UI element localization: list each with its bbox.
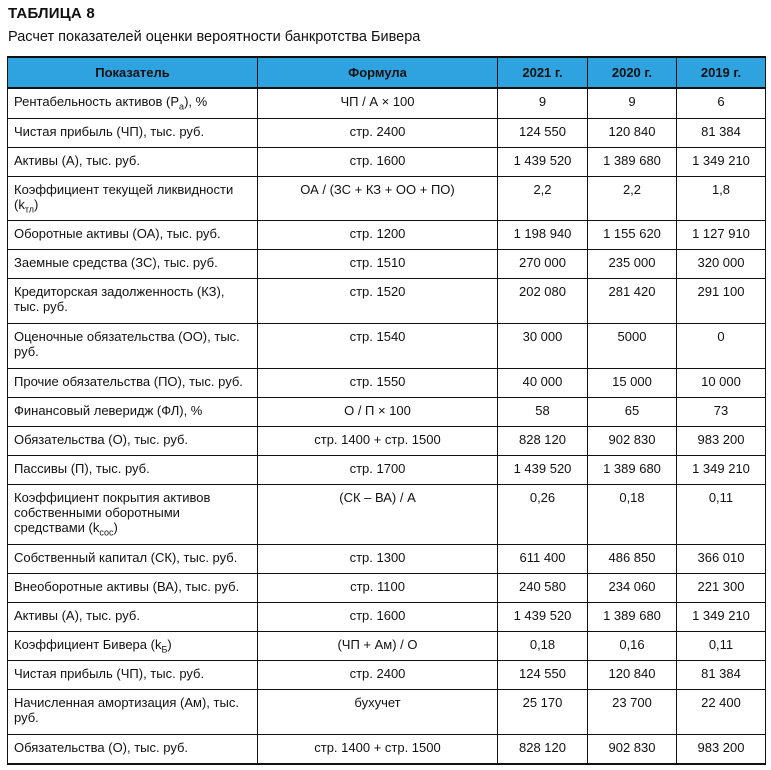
value-2019: 81 384 bbox=[677, 118, 766, 147]
table-title: ТАБЛИЦА 8 bbox=[8, 5, 95, 22]
indicator-name: Активы (А), тыс. руб. bbox=[14, 152, 140, 168]
value-2020: 902 830 bbox=[588, 735, 677, 765]
value-2021: 828 120 bbox=[498, 427, 588, 456]
indicator-name: Оценочные обязательства (ОО), тыс. руб. bbox=[14, 329, 240, 360]
value-2021: 611 400 bbox=[498, 544, 588, 573]
value-2019: 81 384 bbox=[677, 661, 766, 690]
value-2021: 0,26 bbox=[498, 485, 588, 545]
value-2021: 9 bbox=[498, 88, 588, 118]
value-2020: 1 155 620 bbox=[588, 221, 677, 250]
indicator-cell bbox=[8, 661, 258, 690]
indicator-cell bbox=[8, 88, 258, 118]
table-row bbox=[8, 661, 766, 690]
value-2021: 1 198 940 bbox=[498, 221, 588, 250]
formula-cell: бухучет bbox=[258, 690, 498, 735]
table-row bbox=[8, 690, 766, 735]
header-row bbox=[8, 57, 766, 88]
indicator-name: Обязательства (О), тыс. руб. bbox=[14, 432, 189, 448]
value-2020: 1 389 680 bbox=[588, 456, 677, 485]
indicator-cell bbox=[8, 176, 258, 221]
indicator-tail: ) bbox=[167, 636, 172, 652]
indicator-subscript: сос bbox=[99, 527, 114, 538]
indicator-cell bbox=[8, 324, 258, 369]
value-2021: 40 000 bbox=[498, 369, 588, 398]
value-2019: 73 bbox=[677, 398, 766, 427]
value-2020: 15 000 bbox=[588, 369, 677, 398]
indicator-name: Чистая прибыль (ЧП), тыс. руб. bbox=[14, 123, 205, 139]
indicator-name: Собственный капитал (СК), тыс. руб. bbox=[14, 549, 238, 565]
indicator-name: Коэффициент Бивера (k bbox=[14, 636, 162, 652]
table-row bbox=[8, 324, 766, 369]
value-2021: 58 bbox=[498, 398, 588, 427]
value-2019: 1 349 210 bbox=[677, 147, 766, 176]
formula-cell: стр. 2400 bbox=[258, 661, 498, 690]
table-row bbox=[8, 221, 766, 250]
value-2019: 0,11 bbox=[677, 631, 766, 661]
indicator-cell bbox=[8, 690, 258, 735]
value-2019: 1 349 210 bbox=[677, 456, 766, 485]
value-2019: 6 bbox=[677, 88, 766, 118]
formula-cell: стр. 2400 bbox=[258, 118, 498, 147]
value-2019: 366 010 bbox=[677, 544, 766, 573]
value-2020: 9 bbox=[588, 88, 677, 118]
value-2019: 0 bbox=[677, 324, 766, 369]
value-2021: 202 080 bbox=[498, 279, 588, 324]
value-2020: 235 000 bbox=[588, 250, 677, 279]
header-indicator: Показатель bbox=[8, 57, 258, 88]
value-2020: 234 060 bbox=[588, 573, 677, 602]
indicator-cell bbox=[8, 602, 258, 631]
formula-cell: ОА / (ЗС + КЗ + ОО + ПО) bbox=[258, 176, 498, 221]
indicator-cell bbox=[8, 147, 258, 176]
indicator-name: Внеоборотные активы (ВА), тыс. руб. bbox=[14, 578, 240, 594]
formula-cell: стр. 1400 + стр. 1500 bbox=[258, 427, 498, 456]
value-2020: 2,2 bbox=[588, 176, 677, 221]
indicator-name: Финансовый леверидж (ФЛ), % bbox=[14, 403, 203, 419]
value-2021: 2,2 bbox=[498, 176, 588, 221]
formula-cell: (ЧП + Ам) / О bbox=[258, 631, 498, 661]
value-2020: 1 389 680 bbox=[588, 602, 677, 631]
indicator-cell bbox=[8, 118, 258, 147]
indicator-name: Рентабельность активов (P bbox=[14, 94, 180, 109]
indicator-name: Начисленная амортизация (Ам), тыс. руб. bbox=[14, 695, 239, 726]
value-2019: 0,11 bbox=[677, 485, 766, 545]
value-2021: 270 000 bbox=[498, 250, 588, 279]
value-2020: 0,16 bbox=[588, 631, 677, 661]
formula-cell: стр. 1600 bbox=[258, 147, 498, 176]
indicator-subscript: а bbox=[179, 101, 185, 112]
table-row bbox=[8, 250, 766, 279]
value-2019: 22 400 bbox=[677, 690, 766, 735]
value-2019: 983 200 bbox=[677, 427, 766, 456]
indicator-name: Коэффициент текущей ликвидности (k bbox=[14, 181, 234, 212]
formula-cell: стр. 1550 bbox=[258, 369, 498, 398]
indicator-name: Заемные средства (ЗС), тыс. руб. bbox=[14, 255, 218, 271]
value-2021: 30 000 bbox=[498, 324, 588, 369]
table-row bbox=[8, 427, 766, 456]
indicator-subscript: Б bbox=[161, 644, 168, 655]
value-2019: 983 200 bbox=[677, 735, 766, 765]
header-formula: Формула bbox=[258, 57, 498, 88]
value-2021: 124 550 bbox=[498, 118, 588, 147]
table-row bbox=[8, 485, 766, 545]
formula-cell: стр. 1510 bbox=[258, 250, 498, 279]
table-row bbox=[8, 88, 766, 118]
indicator-cell bbox=[8, 398, 258, 427]
indicator-cell bbox=[8, 221, 258, 250]
indicator-cell bbox=[8, 735, 258, 765]
table-row bbox=[8, 118, 766, 147]
table-row bbox=[8, 147, 766, 176]
indicator-cell bbox=[8, 631, 258, 661]
indicator-cell bbox=[8, 369, 258, 398]
value-2021: 124 550 bbox=[498, 661, 588, 690]
indicator-cell bbox=[8, 544, 258, 573]
value-2021: 1 439 520 bbox=[498, 456, 588, 485]
header-2021: 2021 г. bbox=[498, 57, 588, 88]
indicator-cell bbox=[8, 427, 258, 456]
value-2020: 1 389 680 bbox=[588, 147, 677, 176]
formula-cell: стр. 1100 bbox=[258, 573, 498, 602]
value-2020: 120 840 bbox=[588, 118, 677, 147]
indicator-name: Прочие обязательства (ПО), тыс. руб. bbox=[14, 374, 243, 390]
formula-cell: стр. 1700 bbox=[258, 456, 498, 485]
indicator-tail: ) bbox=[34, 196, 39, 212]
value-2020: 902 830 bbox=[588, 427, 677, 456]
value-2019: 1,8 bbox=[677, 176, 766, 221]
value-2019: 1 349 210 bbox=[677, 602, 766, 631]
formula-cell: ЧП / А × 100 bbox=[258, 88, 498, 118]
table-row bbox=[8, 631, 766, 661]
indicator-name: Коэффициент покрытия активов собственными оборотными средствами (k bbox=[14, 490, 211, 536]
table-row bbox=[8, 398, 766, 427]
value-2020: 486 850 bbox=[588, 544, 677, 573]
table-row bbox=[8, 573, 766, 602]
value-2019: 291 100 bbox=[677, 279, 766, 324]
table-row bbox=[8, 369, 766, 398]
value-2020: 281 420 bbox=[588, 279, 677, 324]
table-row bbox=[8, 456, 766, 485]
formula-cell: стр. 1540 bbox=[258, 324, 498, 369]
formula-cell: О / П × 100 bbox=[258, 398, 498, 427]
value-2020: 23 700 bbox=[588, 690, 677, 735]
header-2020: 2020 г. bbox=[588, 57, 677, 88]
value-2021: 0,18 bbox=[498, 631, 588, 661]
value-2021: 240 580 bbox=[498, 573, 588, 602]
formula-cell: стр. 1520 bbox=[258, 279, 498, 324]
header-2019: 2019 г. bbox=[677, 57, 766, 88]
indicator-subscript: тл bbox=[24, 204, 35, 215]
value-2019: 221 300 bbox=[677, 573, 766, 602]
value-2021: 25 170 bbox=[498, 690, 588, 735]
indicator-name: Чистая прибыль (ЧП), тыс. руб. bbox=[14, 666, 205, 682]
value-2019: 10 000 bbox=[677, 369, 766, 398]
value-2019: 320 000 bbox=[677, 250, 766, 279]
table-row bbox=[8, 279, 766, 324]
formula-cell: стр. 1600 bbox=[258, 602, 498, 631]
table-row bbox=[8, 544, 766, 573]
formula-cell: стр. 1200 bbox=[258, 221, 498, 250]
indicator-cell bbox=[8, 279, 258, 324]
beaver-table bbox=[7, 56, 766, 765]
indicator-cell bbox=[8, 250, 258, 279]
value-2020: 5000 bbox=[588, 324, 677, 369]
indicator-name: Обязательства (О), тыс. руб. bbox=[14, 740, 189, 756]
formula-cell: стр. 1300 bbox=[258, 544, 498, 573]
indicator-cell bbox=[8, 456, 258, 485]
indicator-cell bbox=[8, 485, 258, 545]
value-2020: 0,18 bbox=[588, 485, 677, 545]
value-2020: 120 840 bbox=[588, 661, 677, 690]
value-2021: 828 120 bbox=[498, 735, 588, 765]
table-row bbox=[8, 602, 766, 631]
table-row bbox=[8, 735, 766, 765]
table-row bbox=[8, 176, 766, 221]
indicator-name: Оборотные активы (ОА), тыс. руб. bbox=[14, 226, 221, 242]
value-2019: 1 127 910 bbox=[677, 221, 766, 250]
indicator-name: Пассивы (П), тыс. руб. bbox=[14, 461, 150, 477]
value-2020: 65 bbox=[588, 398, 677, 427]
value-2021: 1 439 520 bbox=[498, 602, 588, 631]
indicator-tail: ), % bbox=[184, 94, 208, 109]
formula-cell: стр. 1400 + стр. 1500 bbox=[258, 735, 498, 765]
indicator-tail: ) bbox=[113, 520, 118, 536]
value-2021: 1 439 520 bbox=[498, 147, 588, 176]
indicator-cell bbox=[8, 573, 258, 602]
indicator-name: Активы (А), тыс. руб. bbox=[14, 607, 140, 623]
table-subtitle: Расчет показателей оценки вероятности банкротства Бивера bbox=[8, 29, 421, 45]
indicator-name: Кредиторская задолженность (КЗ), тыс. руб. bbox=[14, 284, 225, 315]
formula-cell: (СК – ВА) / А bbox=[258, 485, 498, 545]
